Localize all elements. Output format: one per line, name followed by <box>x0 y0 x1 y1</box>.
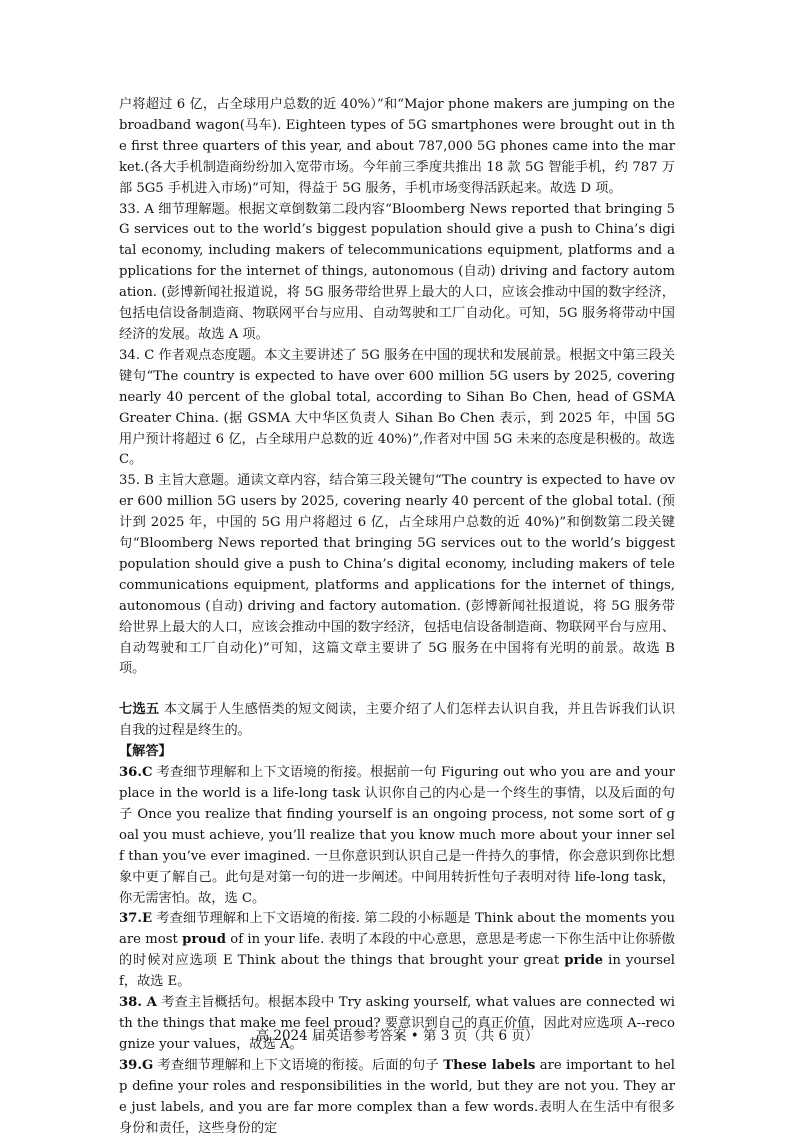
q38-label: 38. A <box>119 995 157 1011</box>
answer-heading <box>119 742 675 763</box>
section-label: 七选五 <box>119 702 160 718</box>
section-intro <box>119 700 675 742</box>
paragraph-q32-continuation: 户将超过 6 亿，占全球用户总数的近 40%）”和“Major phone makers are jumping on the broadband wagon(马车). Eighteen types of 5G smartphones were brought out in the first three quarters of this year, and about 787,000 5G phones came into the market.(各大手机制造商纷纷加入宽带市场。今年前三季度共推出 18 款 5G 智能手机，约 787 万部 5G5 手机进入市场)”可知，得益于 5G 服务，手机市场变得活跃起来。故选 D 项。 <box>119 97 675 196</box>
document-body <box>119 95 675 1139</box>
page-footer: 高 2024 届英语参考答案 • 第 3 页（共 6 页） <box>255 1028 539 1044</box>
q36-text: 考查细节理解和上下文语境的衔接。根据前一句 Figuring out who you are and your place in the world is a life-long task 认识你自己的内心是一个终生的事情，以及后面的句子 Once you realize that finding yourself is an ongoing process, not some sort of goal you must achieve, you’ll realize that you know much more about your inner self than you’ve ever imagined. 一旦你意识到认识自己是一件持久的事情，你会意识到你比想象中更了解自己。此句是对第一句的进一步阐述。中间用转折性句子表明对待 life-long task，你无需害怕。故，选 C。 <box>119 765 675 906</box>
q37-label: 37.E <box>119 911 152 927</box>
q37-text-c: in yourself，故选 E。 <box>119 953 675 990</box>
q39-bold: These labels <box>443 1057 536 1073</box>
q36-label: 36.C <box>119 765 153 781</box>
section-intro-text: 本文属于人生感悟类的短文阅读，主要介绍了人们怎样去认识自我，并且告诉我们认识自我的过程是终生的。 <box>119 702 676 739</box>
paragraph-q34: 34. C 作者观点态度题。本文主要讲述了 5G 服务在中国的现状和发展前景。根据文中第三段关键句“The country is expected to have over 600 million 5G users by 2025, covering nearly 40 percent of the global total, according to Sihan Bo Chen, head of GSMA Greater China. (据 GSMA 大中华区负责人 Sihan Bo Chen 表示，到 2025 年，中国 5G 用户预计将超过 6 亿，占全球用户总数的近 40%)”,作者对中国 5G 未来的态度是积极的。故选 C。 <box>119 347 675 468</box>
q37-text-a: 考查细节理解和上下文语境的衔接. 第二段的小标题是 Think about the moments you are most <box>119 911 675 948</box>
section-gap <box>119 680 675 700</box>
q37-bold-a: proud <box>182 932 226 948</box>
q39-text-b: are important to help define your roles and responsibilities in the world, but they are not you. They are just labels, and you are far more complex than a few words.表明人在生活中有很多身份和责任，这些身份的定 <box>119 1057 675 1136</box>
q39-label: 39.G <box>119 1057 154 1073</box>
paragraph-q39 <box>119 1056 675 1139</box>
paragraph-q37 <box>119 909 675 993</box>
q37-text-b: of in your life. 表明了本段的中心意思，意思是考虑一下你生活中让你骄傲的时候对应选项 E Think about the things that brought your great <box>119 932 675 969</box>
paragraph-q33: 33. A 细节理解题。根据文章倒数第二段内容“Bloomberg News reported that bringing 5G services out to the world’s biggest population should give a push to China’s digital economy, including makers of telecommunications equipment, platforms and applications for the internet of things, autonomous (自动) driving and factory automation. (彭博新闻社报道说，将 5G 服务带给世界上最大的人口，应该会推动中国的数字经济，包括电信设备制造商、物联网平台与应用、自动驾驶和工厂自动化。可知，5G 服务将带动中国经济的发展。故选 A 项。 <box>119 201 675 342</box>
q37-bold-b: pride <box>564 953 604 969</box>
q38-text: 考查主旨概括句。根据本段中 Try asking yourself, what values are connected with the things that make me feel proud? 要意识到自己的真正价值，因此对应选项 A--recognize your values，故选 A。 <box>119 995 675 1052</box>
answer-heading-text: 【解答】 <box>119 744 172 760</box>
q39-text-a: 考查细节理解和上下文语境的衔接。后面的句子 <box>153 1057 444 1073</box>
paragraph-q35: 35. B 主旨大意题。通读文章内容，结合第三段关键句“The country is expected to have over 600 million 5G users by 2025, covering nearly 40 percent of the global total. (预计到 2025 年，中国的 5G 用户将超过 6 亿，占全球用户总数的近 40%)”和倒数第二段关键句“Bloomberg News reported that bringing 5G services out to the world’s biggest population should give a push to China’s digital economy, including makers of telecommunications equipment, platforms and applications for the internet of things, autonomous (自动) driving and factory automation. (彭博新闻社报道说，将 5G 服务带给世界上最大的人口，应该会推动中国的数字经济，包括电信设备制造商、物联网平台与应用、自动驾驶和工厂自动化)”可知，这篇文章主要讲了 5G 服务在中国将有光明的前景。故选 B 项。 <box>119 473 675 677</box>
paragraph-q36 <box>119 763 675 909</box>
